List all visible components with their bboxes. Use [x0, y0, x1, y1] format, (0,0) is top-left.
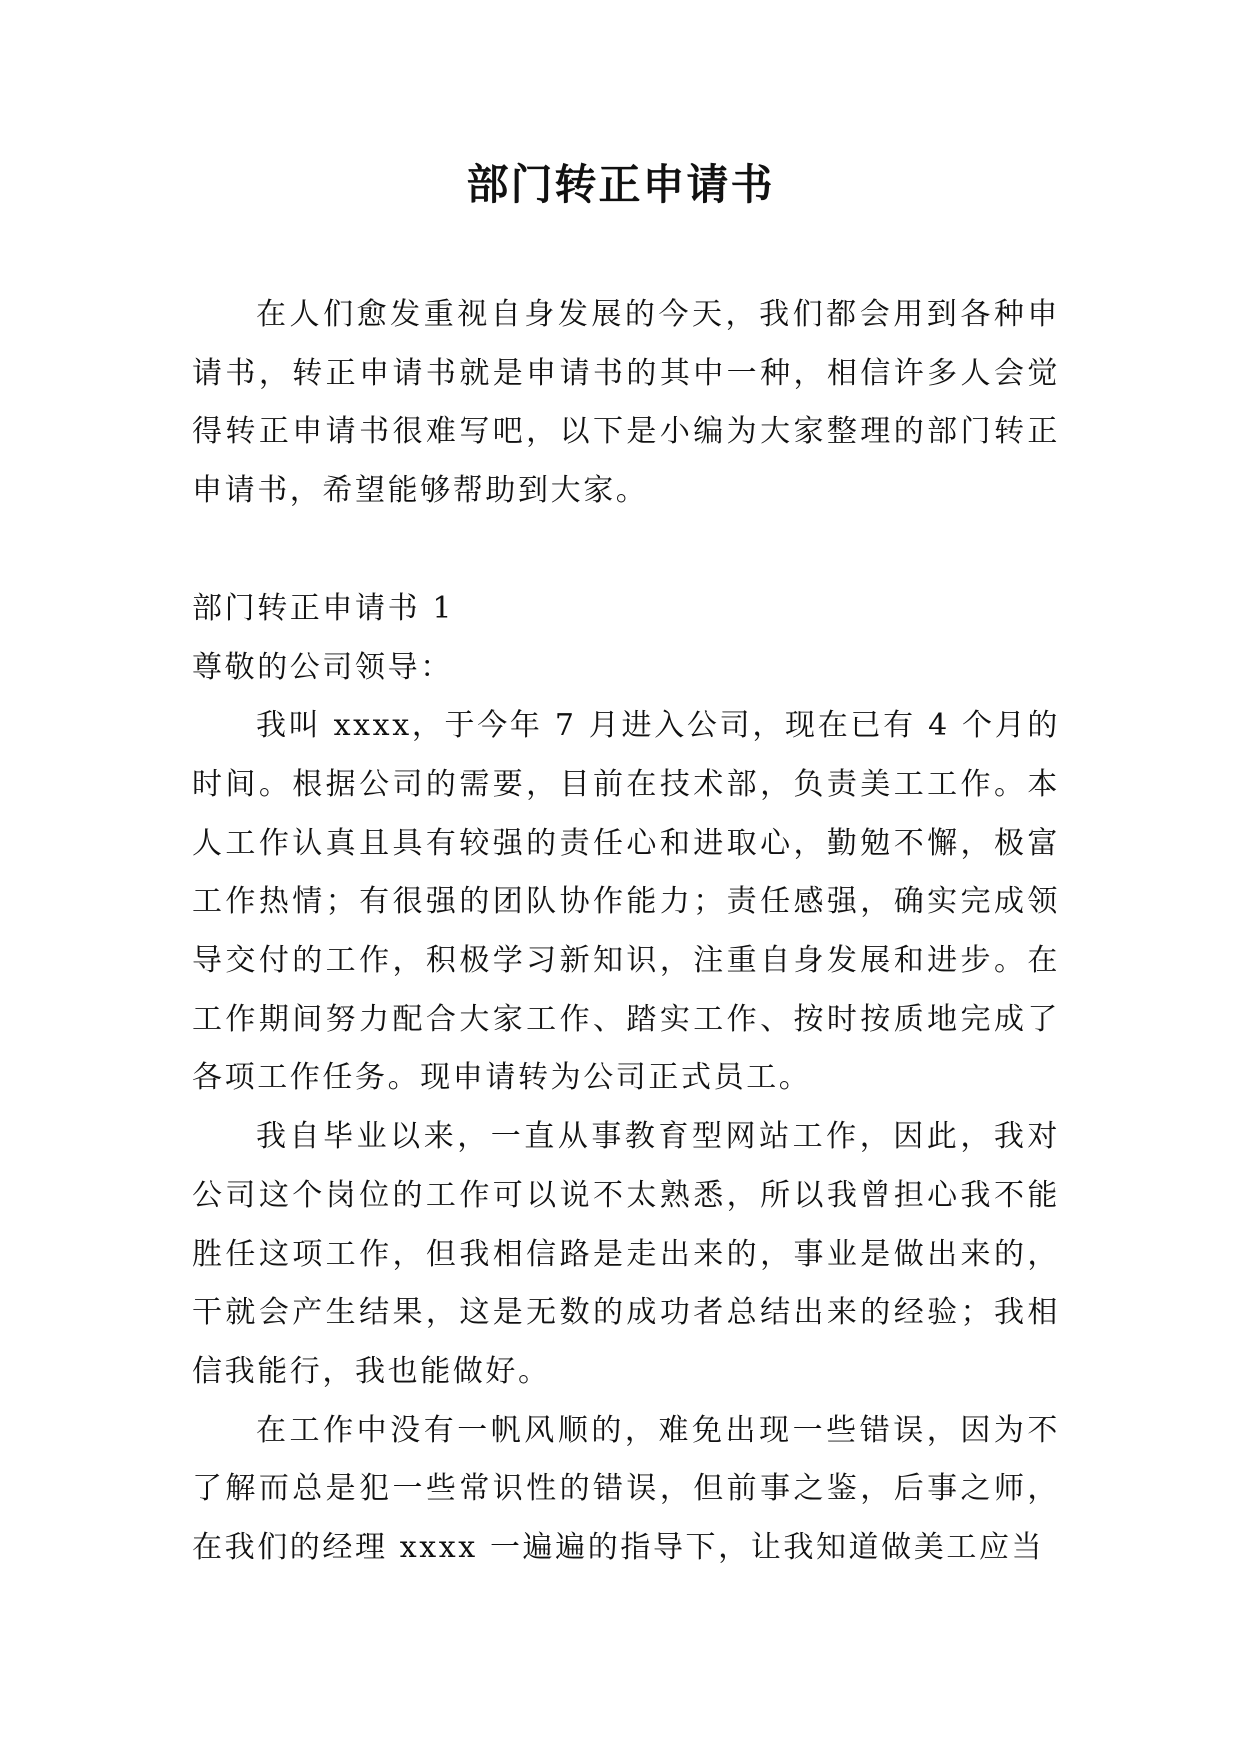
body-paragraph-3: 在工作中没有一帆风顺的，难免出现一些错误，因为不了解而总是犯一些常识性的错误，但前事之鉴，后事之师，在我们的经理 xxxx 一遍遍的指导下，让我知道做美工应当 — [192, 1412, 1060, 1566]
salutation: 尊敬的公司领导： — [192, 649, 453, 685]
body-paragraph-2: 我自毕业以来，一直从事教育型网站工作，因此，我对公司这个岗位的工作可以说不太熟悉，所以我曾担心我不能胜任这项工作，但我相信路是走出来的，事业是做出来的，干就会产生结果，这是无数的成功者总结出来的经验；我相信我能行，我也能做好。 — [192, 1119, 1060, 1389]
document-title: 部门转正申请书 — [466, 160, 775, 209]
section-heading: 部门转正申请书 1 — [192, 590, 455, 626]
paragraph-spacer — [192, 521, 1060, 580]
intro-paragraph: 在人们愈发重视自身发展的今天，我们都会用到各种申请书，转正申请书就是申请书的其中一种，相信许多人会觉得转正申请书很难写吧，以下是小编为大家整理的部门转正申请书，希望能够帮助到大家。 — [192, 297, 1060, 509]
body-paragraph-1: 我叫 xxxx，于今年 7 月进入公司，现在已有 4 个月的时间。根据公司的需要，目前在技术部，负责美工工作。本人工作认真且具有较强的责任心和进取心，勤勉不懈，极富工作热情；有很强的团队协作能力；责任感强，确实完成领导交付的工作，积极学习新知识，注重自身发展和进步。在工作期间努力配合大家工作、踏实工作、按时按质地完成了各项工作任务。现申请转为公司正式员工。 — [192, 708, 1060, 1096]
document-body — [192, 286, 1060, 1578]
